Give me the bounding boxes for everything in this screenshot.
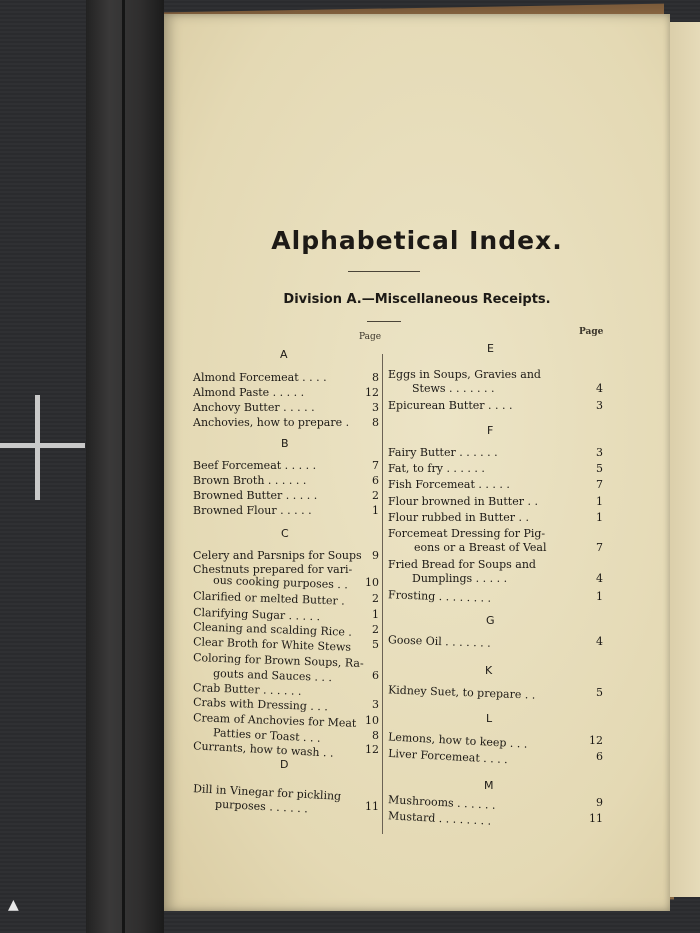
entry-page-number: 11 (365, 800, 379, 813)
entry-text: Almond Forcemeat . . . . (193, 371, 327, 384)
right-entry (388, 588, 492, 606)
entry-page-number: 12 (365, 743, 379, 756)
right-entry (412, 572, 507, 587)
right-entry (388, 558, 536, 573)
entry-text: Epicurean Butter . . . . (388, 399, 513, 412)
entry-text: Currants, how to wash . . (192, 739, 334, 760)
letter-heading-f: F (487, 424, 494, 437)
right-entry (388, 462, 485, 477)
left-entry (193, 489, 317, 504)
entry-text: Fairy Butter . . . . . . (388, 446, 498, 459)
entry-text: Liver Forcemeat . . . . (387, 746, 509, 767)
entry-text: Stews . . . . . . . (412, 382, 495, 395)
corner-arrow-icon: ▲ (8, 897, 19, 913)
entry-text: Fat, to fry . . . . . . (388, 462, 485, 475)
page-column-header-right: Page (579, 327, 604, 337)
entry-text: Fish Forcemeat . . . . . (388, 478, 510, 491)
book-page (164, 14, 670, 911)
entry-text: Cream of Anchovies for Meat (192, 711, 357, 730)
entry-page-number: 7 (372, 459, 379, 472)
entry-page-number: 8 (372, 729, 379, 742)
entry-page-number: 9 (372, 549, 379, 562)
entry-page-number: 4 (596, 572, 603, 585)
entry-text: Clarified or melted Butter . (192, 589, 345, 608)
letter-heading-e: E (487, 342, 494, 355)
title-rule (348, 271, 420, 272)
entry-page-number: 6 (372, 474, 379, 487)
column-divider (382, 354, 383, 834)
entry-page-number: 6 (596, 750, 603, 763)
entry-page-number: 1 (372, 608, 379, 621)
entry-text: Celery and Parsnips for Soups (193, 549, 362, 562)
letter-heading-c: C (281, 527, 289, 540)
entry-text: Forcemeat Dressing for Pig- (388, 527, 546, 540)
entry-text: Patties or Toast . . . (212, 726, 321, 745)
entry-text: Brown Broth . . . . . . (193, 474, 307, 487)
entry-page-number: 3 (372, 698, 379, 711)
entry-page-number: 1 (596, 590, 603, 603)
entry-text: Beef Forcemeat . . . . . (193, 459, 317, 472)
entry-page-number: 10 (365, 576, 379, 589)
entry-page-number: 3 (372, 401, 379, 414)
entry-text: Almond Paste . . . . . (193, 386, 305, 399)
entry-text: Browned Flour . . . . . (193, 504, 312, 517)
entry-page-number: 11 (589, 812, 603, 825)
entry-text: Mustard . . . . . . . . (387, 809, 492, 828)
entry-text: Crabs with Dressing . . . (192, 695, 329, 714)
spine-edge (122, 0, 125, 933)
entry-page-number: 7 (596, 478, 603, 491)
letter-heading-d: D (280, 758, 289, 771)
letter-heading-m: M (484, 779, 494, 792)
entry-text: gouts and Sauces . . . (212, 666, 333, 685)
division-heading: Division A.—Miscellaneous Receipts. (283, 292, 551, 307)
entry-text: Chestnuts prepared for vari- (193, 563, 353, 576)
entry-page-number: 3 (596, 446, 603, 459)
entry-page-number: 7 (596, 541, 603, 554)
letter-heading-a: A (280, 348, 288, 361)
entry-page-number: 5 (372, 638, 379, 651)
left-entry (193, 371, 327, 386)
entry-text: Flour browned in Butter . . (388, 495, 538, 508)
entry-text: Mushrooms . . . . . . (387, 793, 496, 812)
right-entry (388, 683, 536, 703)
left-entry (193, 459, 316, 474)
alignment-mark-horizontal (0, 443, 85, 448)
entry-page-number: 5 (596, 462, 603, 475)
right-entry (388, 368, 541, 383)
entry-text: Lemons, how to keep . . . (387, 730, 528, 751)
left-entry (193, 386, 304, 401)
left-entry (193, 416, 349, 431)
entry-page-number: 6 (372, 669, 379, 682)
entry-text: Clarifying Sugar . . . . . (192, 605, 321, 624)
right-entry (388, 478, 510, 493)
right-entry (388, 527, 545, 542)
left-entry (193, 549, 362, 564)
letter-heading-l: L (486, 712, 493, 725)
entry-page-number: 2 (372, 489, 379, 502)
entry-page-number: 1 (596, 511, 603, 524)
entry-page-number: 4 (596, 382, 603, 395)
left-entry (193, 474, 306, 489)
entry-page-number: 1 (596, 495, 603, 508)
entry-text: Fried Bread for Soups and (388, 558, 536, 571)
entry-page-number: 3 (596, 399, 603, 412)
entry-page-number: 2 (372, 592, 379, 605)
entry-text: Browned Butter . . . . . (193, 489, 318, 502)
left-entry (193, 401, 315, 416)
entry-text: Eggs in Soups, Gravies and (388, 368, 541, 381)
book-spine (86, 0, 164, 933)
entry-page-number: 10 (365, 714, 379, 727)
entry-text: eons or a Breast of Veal (414, 541, 547, 554)
entry-text: Dill in Vinegar for pickling (192, 782, 342, 803)
entry-page-number: 12 (589, 734, 603, 747)
right-entry (412, 382, 494, 397)
entry-text: Clear Broth for White Stews (192, 635, 352, 654)
subtitle-rule (367, 321, 401, 322)
entry-text: Crab Butter . . . . . . (192, 681, 302, 698)
right-entry (414, 541, 546, 556)
entry-page-number: 12 (365, 386, 379, 399)
letter-heading-g: G (486, 614, 495, 627)
entry-text: Anchovy Butter . . . . . (193, 401, 315, 414)
entry-text: purposes . . . . . . (214, 797, 309, 816)
right-entry (388, 633, 491, 651)
page-title: Alphabetical Index. (271, 226, 563, 255)
left-entry (193, 504, 312, 519)
entry-page-number: 9 (596, 796, 603, 809)
right-entry (388, 399, 513, 414)
right-entry (388, 446, 498, 461)
entry-text: ous cooking purposes . . (212, 573, 349, 592)
entry-text: Dumplings . . . . . (412, 572, 508, 585)
entry-page-number: 1 (372, 504, 379, 517)
entry-text: Cleaning and scalding Rice . (192, 620, 353, 639)
entry-page-number: 5 (596, 686, 603, 699)
entry-text: Kidney Suet, to prepare . . (387, 683, 536, 702)
entry-text: Goose Oil . . . . . . . (387, 633, 491, 650)
entry-page-number: 4 (596, 635, 603, 648)
entry-page-number: 8 (372, 371, 379, 384)
entry-text: Anchovies, how to prepare . (193, 416, 350, 429)
page-column-header-left: Page (359, 332, 382, 342)
entry-text: Coloring for Brown Soups, Ra- (192, 651, 364, 670)
letter-heading-b: B (281, 437, 289, 450)
letter-heading-k: K (485, 664, 493, 677)
entry-text: Frosting . . . . . . . . (387, 588, 492, 605)
right-entry (388, 495, 538, 510)
right-entry (388, 511, 529, 526)
entry-page-number: 2 (372, 623, 379, 636)
entry-text: Flour rubbed in Butter . . (388, 511, 529, 524)
entry-page-number: 8 (372, 416, 379, 429)
